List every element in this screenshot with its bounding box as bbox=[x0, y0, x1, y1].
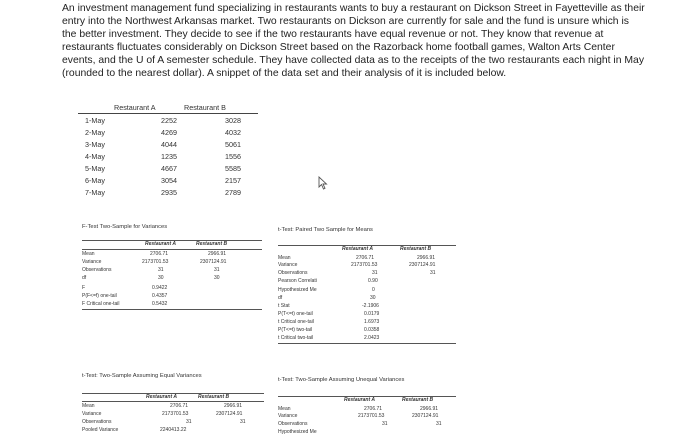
value-a-cell: 3054 bbox=[161, 176, 177, 185]
table-cell: 31 bbox=[430, 270, 436, 276]
table-cell: Pooled Variance bbox=[82, 427, 119, 433]
table-cell: 2706.71 bbox=[356, 255, 375, 261]
table-cell: 2.0423 bbox=[364, 335, 380, 341]
table-cell: -2.1906 bbox=[362, 303, 379, 309]
ftest-title: F-Test Two-Sample for Variances bbox=[82, 224, 168, 230]
day-cell: 5-May bbox=[85, 164, 105, 173]
table-cell: 2966.91 bbox=[224, 403, 243, 409]
table-cell: 31 bbox=[382, 421, 388, 427]
table-row bbox=[78, 164, 278, 176]
value-a-cell: 4667 bbox=[161, 164, 177, 173]
table-cell: Variance bbox=[82, 259, 102, 265]
table-cell: t Critical two-tail bbox=[278, 335, 314, 341]
table-cell: 2173701.53 bbox=[142, 259, 169, 265]
table-cell: 0.0358 bbox=[364, 327, 380, 333]
day-cell: 6-May bbox=[85, 176, 105, 185]
day-cell: 2-May bbox=[85, 128, 105, 137]
problem-line: restaurants fluctuates considerably on Dickson Street based on the Razorback home football games, Walton Arts Center bbox=[62, 41, 615, 53]
table-cell: 0.0179 bbox=[364, 311, 380, 317]
problem-line: entry into the Northwest Arkansas market. Two restaurants on Dickson are currently for sale and the fund is unsure which is bbox=[62, 15, 629, 27]
receipts-header-b: Restaurant B bbox=[184, 103, 226, 112]
value-b-cell: 2157 bbox=[225, 176, 241, 185]
day-cell: 4-May bbox=[85, 152, 105, 161]
table-cell: Observations bbox=[278, 270, 308, 276]
table-cell: 2173701.53 bbox=[358, 413, 385, 419]
table-cell: 2240413.22 bbox=[160, 427, 187, 433]
table-cell: Observations bbox=[82, 419, 112, 425]
table-cell: 30 bbox=[214, 275, 220, 281]
table-cell: F Critical one-tail bbox=[82, 301, 120, 307]
table-cell: 30 bbox=[158, 275, 164, 281]
value-b-cell: 3028 bbox=[225, 116, 241, 125]
table-cell: 31 bbox=[372, 270, 378, 276]
table-cell: 0 bbox=[372, 287, 375, 293]
table-cell: 31 bbox=[158, 267, 164, 273]
value-b-cell: 5585 bbox=[225, 164, 241, 173]
table-cell: P(T<=t) one-tail bbox=[278, 311, 313, 317]
table-cell: Pearson Correlati bbox=[278, 278, 317, 284]
paired-col-a: Restaurant A bbox=[342, 246, 373, 252]
table-cell: 31 bbox=[436, 421, 442, 427]
table-cell: P(T<=t) two-tail bbox=[278, 327, 313, 333]
table-cell: Variance bbox=[82, 411, 102, 417]
equal-col-a: Restaurant A bbox=[146, 394, 177, 400]
table-cell: F bbox=[82, 285, 86, 291]
unequal-col-b: Restaurant B bbox=[402, 397, 434, 403]
problem-line: An investment management fund specializing in restaurants wants to buy a restaurant on Dickson Street in Fayetteville as their bbox=[62, 3, 645, 14]
table-cell: 2706.71 bbox=[150, 251, 169, 257]
table-cell: 2966.91 bbox=[208, 251, 227, 257]
table-cell: 2307124.91 bbox=[412, 413, 439, 419]
table-cell: Hypothesized Me bbox=[278, 287, 317, 293]
table-cell: 31 bbox=[214, 267, 220, 273]
table-cell: 2307124.91 bbox=[200, 259, 227, 265]
problem-line: events, and the U of A semester schedule. They have collected data as to the receipts of the two restaurants each night in May bbox=[62, 54, 645, 66]
table-cell: 0.4357 bbox=[152, 293, 168, 299]
value-b-cell: 1556 bbox=[225, 152, 241, 161]
table-row bbox=[78, 188, 278, 200]
table-cell: df bbox=[82, 275, 87, 281]
table-cell: 0.90 bbox=[368, 278, 378, 284]
problem-line: (rounded to the nearest dollar). A snippet of the data set and their analysis of it is included below. bbox=[62, 67, 507, 79]
value-a-cell: 4044 bbox=[161, 140, 177, 149]
paired-col-b: Restaurant B bbox=[400, 246, 432, 252]
mouse-pointer-icon bbox=[318, 176, 328, 190]
table-cell: Mean bbox=[278, 255, 291, 261]
problem-statement bbox=[62, 3, 687, 80]
table-cell: t Stat bbox=[278, 303, 290, 309]
table-cell: P(F<=f) one-tail bbox=[82, 293, 117, 299]
table-cell: Mean bbox=[82, 251, 95, 257]
day-cell: 3-May bbox=[85, 140, 105, 149]
table-rule bbox=[82, 249, 262, 250]
table-cell: 1.6973 bbox=[364, 319, 380, 325]
table-cell: Mean bbox=[278, 406, 291, 412]
unequal-var-title: t-Test: Two-Sample Assuming Unequal Variances bbox=[278, 377, 405, 383]
table-cell: Hypothesized Me bbox=[278, 429, 317, 435]
day-cell: 7-May bbox=[85, 188, 105, 197]
table-cell: 0.9422 bbox=[152, 285, 168, 291]
table-row bbox=[78, 128, 278, 140]
table-cell: 2173701.53 bbox=[351, 262, 378, 268]
table-cell: Variance bbox=[278, 413, 298, 419]
value-b-cell: 4032 bbox=[225, 128, 241, 137]
equal-col-b: Restaurant B bbox=[198, 394, 230, 400]
value-b-cell: 2789 bbox=[225, 188, 241, 197]
ftest-col-a: Restaurant A bbox=[145, 241, 176, 247]
table-cell: 2706.71 bbox=[170, 403, 189, 409]
table-cell: 30 bbox=[370, 295, 376, 301]
table-cell: Observations bbox=[82, 267, 112, 273]
equal-var-title: t-Test: Two-Sample Assuming Equal Variances bbox=[82, 373, 202, 379]
day-cell: 1-May bbox=[85, 116, 105, 125]
table-cell: 31 bbox=[240, 419, 246, 425]
ftest-col-b: Restaurant B bbox=[196, 241, 228, 247]
table-cell: 2966.91 bbox=[420, 406, 439, 412]
table-cell: t Critical one-tail bbox=[278, 319, 314, 325]
table-row bbox=[78, 140, 278, 152]
table-cell: df bbox=[278, 295, 283, 301]
table-rule bbox=[82, 309, 262, 310]
table-cell: 2307124.91 bbox=[216, 411, 243, 417]
table-row bbox=[78, 176, 278, 188]
table-cell: 31 bbox=[186, 419, 192, 425]
table-cell: Observations bbox=[278, 421, 308, 427]
value-a-cell: 2935 bbox=[161, 188, 177, 197]
table-row bbox=[78, 116, 278, 128]
receipts-header-a: Restaurant A bbox=[114, 103, 156, 112]
table-cell: 2173701.53 bbox=[162, 411, 189, 417]
problem-line: the better investment. They decide to see if the two restaurants have equal revenue or not. They know that revenue at bbox=[62, 28, 604, 40]
table-cell: 0.5432 bbox=[152, 301, 168, 307]
table-rule bbox=[82, 401, 264, 402]
value-b-cell: 5061 bbox=[225, 140, 241, 149]
table-rule bbox=[278, 343, 456, 344]
value-a-cell: 2252 bbox=[161, 116, 177, 125]
paired-ttest-title: t-Test: Paired Two Sample for Means bbox=[278, 227, 373, 233]
table-cell: Mean bbox=[82, 403, 95, 409]
table-row bbox=[78, 152, 278, 164]
table-cell: Variance bbox=[278, 262, 298, 268]
receipts-header-rule bbox=[78, 113, 258, 114]
unequal-col-a: Restaurant A bbox=[344, 397, 375, 403]
value-a-cell: 4269 bbox=[161, 128, 177, 137]
table-cell: 2706.71 bbox=[364, 406, 383, 412]
table-cell: 2307124.91 bbox=[409, 262, 436, 268]
table-cell: 2966.91 bbox=[417, 255, 436, 261]
value-a-cell: 1235 bbox=[161, 152, 177, 161]
